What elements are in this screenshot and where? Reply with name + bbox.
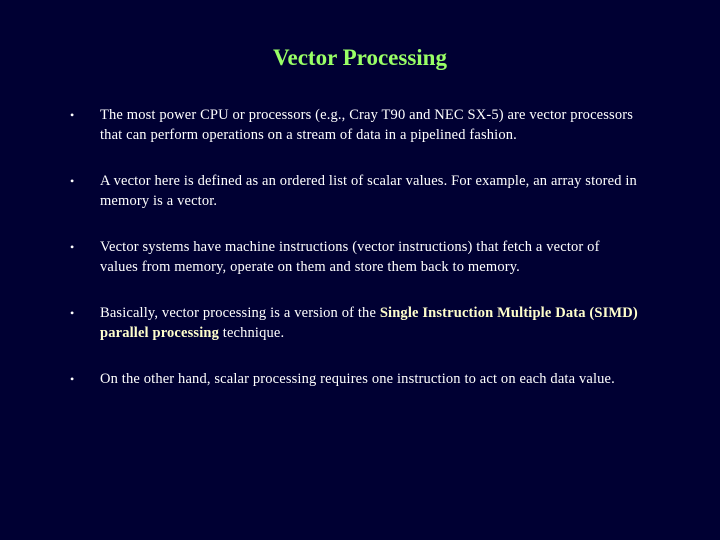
bullet-text: A vector here is defined as an ordered list of scalar values. For example, an array stored in memory is a vector. xyxy=(100,173,637,209)
bullet-list xyxy=(70,106,640,417)
bullet-text-after: technique. xyxy=(219,324,285,341)
bullet-item xyxy=(70,304,640,343)
slide-title: Vector Processing xyxy=(273,45,447,70)
simd-highlight: Single Instruction Multiple Data (SIMD) parallel processing xyxy=(100,305,638,341)
bullet-item xyxy=(70,106,640,145)
bullet-text-before: Basically, vector processing is a version of the xyxy=(100,305,380,321)
bullet-text: On the other hand, scalar processing requires one instruction to act on each data value. xyxy=(100,371,615,387)
bullet-icon: • xyxy=(70,240,75,254)
bullet-icon: • xyxy=(70,174,75,188)
bullet-item xyxy=(70,238,640,277)
bullet-icon: • xyxy=(70,306,75,320)
bullet-text: Vector systems have machine instructions (vector instructions) that fetch a vector of values from memory, operate on them and store them back to memory. xyxy=(100,239,600,275)
bullet-item xyxy=(70,370,640,390)
bullet-item xyxy=(70,172,640,211)
bullet-icon: • xyxy=(70,108,75,122)
bullet-text: The most power CPU or processors (e.g., Cray T90 and NEC SX-5) are vector processors that can perform operations on a stream of data in a pipelined fashion. xyxy=(100,107,634,143)
bullet-icon: • xyxy=(70,372,75,386)
